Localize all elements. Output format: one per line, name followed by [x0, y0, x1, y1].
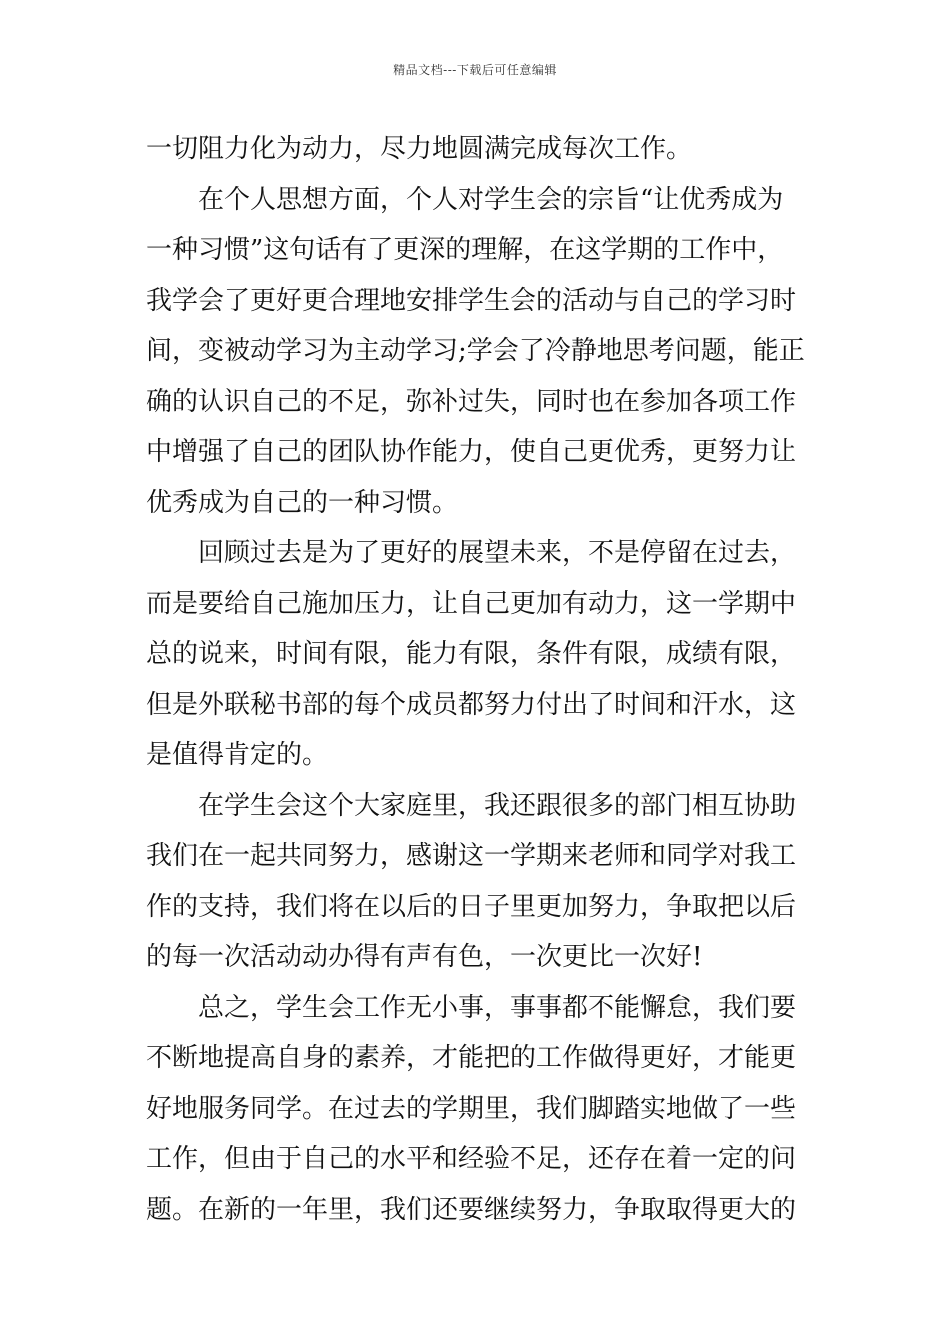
text-line: 是值得肯定的。	[146, 740, 329, 770]
paragraph-start-line: 回顾过去是为了更好的展望未来，不是停留在过去，	[198, 538, 797, 568]
document-body	[146, 124, 812, 1235]
text-line: 一种习惯”这句话有了更深的理解，在这学期的工作中，	[146, 235, 784, 265]
text-line: 但是外联秘书部的每个成员都努力付出了时间和汗水，这	[146, 689, 797, 720]
text-line: 一切阻力化为动力，尽力地圆满完成每次工作。	[146, 134, 693, 164]
text-line: 优秀成为自己的一种习惯。	[146, 487, 459, 518]
text-line: 间，变被动学习为主动学习;学会了冷静地思考问题，能正	[146, 336, 805, 366]
paragraph-start-line: 在学生会这个大家庭里，我还跟很多的部门相互协助	[198, 790, 797, 821]
text-line: 不断地提高自身的素养，才能把的工作做得更好，才能更	[146, 1043, 797, 1073]
text-line: 题。在新的一年里，我们还要继续努力，争取取得更大的	[146, 1194, 797, 1225]
page-header: 精品文档---下载后可任意编辑	[393, 63, 557, 77]
text-line: 好地服务同学。在过去的学期里，我们脚踏实地做了一些	[146, 1093, 797, 1124]
text-line: 的每一次活动动办得有声有色，一次更比一次好!	[146, 942, 703, 972]
text-line: 我们在一起共同努力，感谢这一学期来老师和同学对我工	[146, 841, 797, 871]
text-line: 总的说来，时间有限，能力有限，条件有限，成绩有限，	[146, 639, 797, 669]
text-line: 而是要给自己施加压力，让自己更加有动力，这一学期中	[146, 588, 797, 619]
text-line: 作的支持，我们将在以后的日子里更加努力，争取把以后	[146, 891, 797, 922]
paragraph-start-line: 总之，学生会工作无小事，事事都不能懈怠，我们要	[198, 992, 797, 1023]
text-line: 中增强了自己的团队协作能力，使自己更优秀，更努力让	[146, 437, 797, 467]
text-line: 我学会了更好更合理地安排学生会的活动与自己的学习时	[146, 285, 797, 316]
paragraph-start-line: 在个人思想方面，个人对学生会的宗旨“让优秀成为	[198, 184, 784, 215]
text-line: 确的认识自己的不足，弥补过失，同时也在参加各项工作	[146, 386, 797, 417]
text-line: 工作，但由于自己的水平和经验不足，还存在着一定的问	[146, 1144, 797, 1174]
